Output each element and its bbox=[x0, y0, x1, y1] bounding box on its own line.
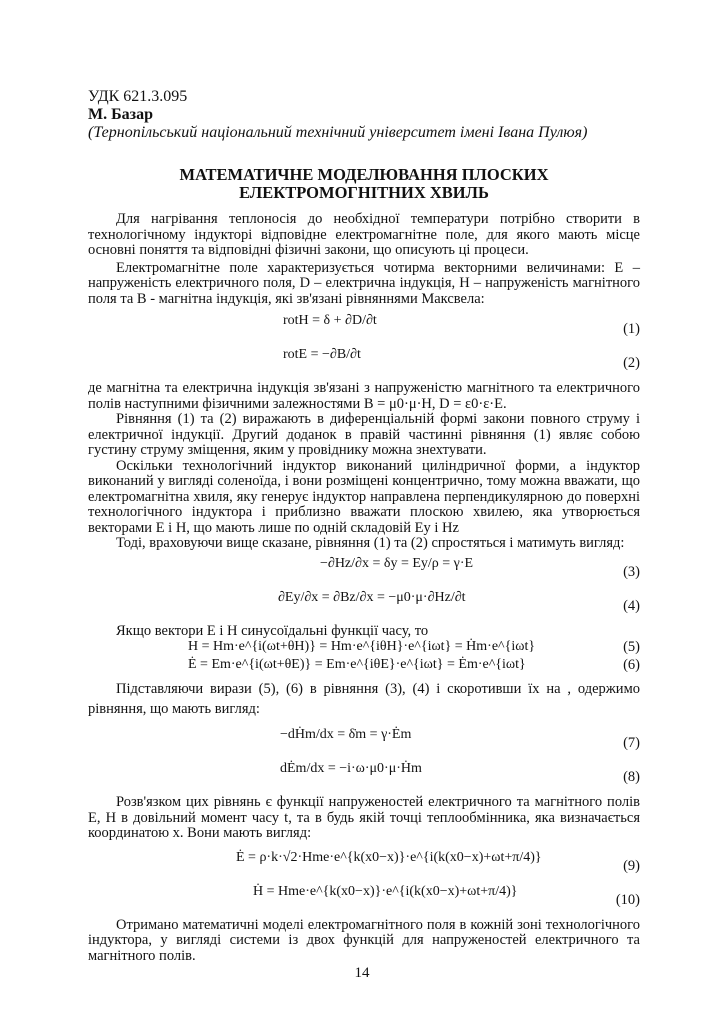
equation-1 bbox=[88, 313, 640, 347]
equation-10-number: (10) bbox=[615, 891, 640, 908]
paragraph-3: де магнітна та електрична індукція зв'язані з напруженістю магнітного та електричного полів наступними фізичними залежностями B = μ0·μ·H, D = ε0·ε·E. bbox=[88, 380, 640, 412]
equation-4 bbox=[88, 590, 640, 624]
equation-4-number: (4) bbox=[623, 597, 640, 614]
equation-1-body: rotH = δ + ∂D/∂t bbox=[283, 313, 377, 328]
equation-7 bbox=[88, 727, 640, 761]
equation-8-body: dĖm/dx = −i·ω·μ0·μ·Ḣm bbox=[280, 761, 422, 776]
equation-9-body: Ė = ρ·k·√2·Hme·e^{k(x0−x)}·e^{i(k(x0−x)+ωt+π/4)} bbox=[236, 849, 542, 865]
paper-page bbox=[88, 88, 640, 964]
equation-10-body: Ḣ = Hme·e^{k(x0−x)}·e^{i(k(x0−x)+ωt+π/4)} bbox=[253, 883, 518, 899]
equation-10 bbox=[88, 884, 640, 918]
equation-6-body: Ė = Em·e^{i(ωt+θE)} = Em·e^{iθE}·e^{iωt} = Ėm·e^{iωt} bbox=[188, 657, 526, 672]
equation-8 bbox=[88, 761, 640, 795]
equation-3-body: −∂Hz/∂x = δy = Ey/ρ = γ·E bbox=[320, 555, 474, 571]
paragraph-2: Електромагнітне поле характеризується чотирма векторними величинами: E – напруженість електричного поля, D – електрична індукція, H – напруженість магнітного поля та B - магнітна індукція, які зв'язані рівняннями Максвела: bbox=[88, 259, 640, 307]
paragraph-10: Отримано математичні моделі електромагнітного поля в кожній зоні технологічного індуктора, у вигляді системи із двох функцій для напруженостей електричного та магнітного полів. bbox=[88, 916, 640, 964]
equation-1-number: (1) bbox=[623, 321, 640, 337]
page-number: 14 bbox=[354, 965, 370, 981]
equation-2-number: (2) bbox=[623, 355, 640, 371]
paragraph-9: Розв'язком цих рівнянь є функції напруженостей електричного та магнітного полів E, H в довільний момент часу t, та в будь якій точці теплообмінника, яка визначається координатою x. Вони мають вигляд: bbox=[88, 794, 640, 841]
equation-6-number: (6) bbox=[623, 657, 640, 673]
title-line-1: МАТЕМАТИЧНЕ МОДЕЛЮВАННЯ ПЛОСКИХ bbox=[179, 165, 549, 184]
equation-7-number: (7) bbox=[623, 735, 640, 751]
equation-5-number: (5) bbox=[623, 639, 640, 655]
equation-3 bbox=[88, 556, 640, 590]
udk-code: УДК 621.3.095 bbox=[88, 88, 188, 105]
title-line-2: ЕЛЕКТРОМОГНІТНИХ ХВИЛЬ bbox=[239, 183, 489, 202]
paragraph-5: Оскільки технологічний індуктор виконаний циліндричної форми, а індуктор виконаний у вигляді соленоїда, і вони розміщені концентрично, тому можна вважати, що електромагнітна хвиля, яку генерує індуктор направлена перпендикулярною до поверхні технологічного індуктора і приблизно вважати плоскою хвилею, яка утворюється векторами E і H, що мають лише по одній складовій Ey і Hz bbox=[88, 457, 640, 536]
author-affiliation: (Тернопільський національний технічний університет імені Івана Пулюя) bbox=[88, 124, 588, 141]
author-name: М. Базар bbox=[88, 106, 154, 123]
paper-title bbox=[88, 166, 640, 202]
equation-3-number: (3) bbox=[623, 563, 640, 580]
equation-2-body: rotE = −∂B/∂t bbox=[283, 347, 361, 362]
paragraph-7: Якщо вектори E і H синусоїдальні функції часу, то bbox=[116, 622, 429, 639]
paragraph-1: Для нагрівання теплоносія до необхідної температури потрібно створити в технологічному індукторі відповідне електромагнітне поле, для якого мають місце основні поняття та відповідні фізичні закони, що описують ці процеси. bbox=[88, 211, 640, 258]
equation-5-body: H = Hm·e^{i(ωt+θH)} = Hm·e^{iθH}·e^{iωt} = Ḣm·e^{iωt} bbox=[188, 639, 536, 654]
paragraph-8: Підставляючи вирази (5), (6) в рівняння (3), (4) і скоротивши їх на , одержимо рівняння, що мають вигляд: bbox=[88, 681, 640, 717]
equation-6 bbox=[88, 657, 640, 679]
equation-7-body: −dḢm/dx = δ̇m = γ·Ėm bbox=[280, 727, 412, 742]
paragraph-6: Тоді, враховуючи вище сказане, рівняння (1) та (2) спростяться і матимуть вигляд: bbox=[116, 535, 625, 551]
equation-9-number: (9) bbox=[623, 857, 640, 874]
paragraph-4: Рівняння (1) та (2) виражають в диференціальній формі закони повного струму і електричної індукції. Другий доданок в правій частинні рівняння (1) являє собою густину струму зміщення, яким у провіднику можна знехтувати. bbox=[88, 411, 640, 458]
equation-2 bbox=[88, 347, 640, 381]
equation-8-number: (8) bbox=[623, 769, 640, 785]
equation-4-body: ∂Ey/∂x = ∂Bz/∂x = −μ0·μ·∂Hz/∂t bbox=[278, 589, 466, 605]
equation-9 bbox=[88, 850, 640, 884]
equation-5 bbox=[88, 639, 640, 657]
